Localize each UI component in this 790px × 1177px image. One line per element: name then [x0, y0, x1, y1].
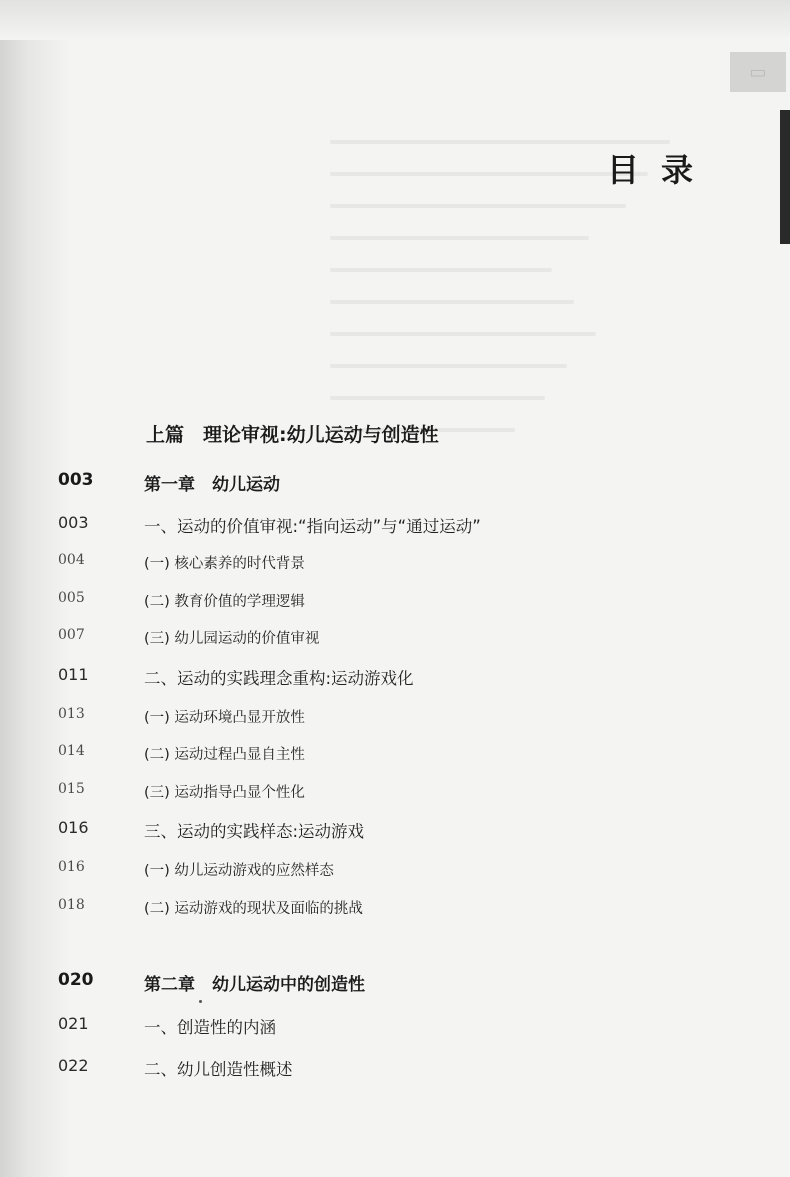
toc-page-number: 013	[58, 706, 85, 722]
toc-page-number: 003	[58, 470, 94, 490]
toc-subsection-title: (三) 幼儿园运动的价值审视	[144, 631, 320, 647]
toc-section-title: 二、运动的实践理念重构:运动游戏化	[144, 669, 414, 688]
toc-entry[interactable]	[0, 550, 790, 580]
toc-entry[interactable]	[0, 1014, 790, 1044]
toc-page-number: 016	[58, 859, 85, 875]
toc-section-title: 一、运动的价值审视:“指向运动”与“通过运动”	[144, 517, 481, 536]
toc-subsection-title: (二) 运动过程凸显自主性	[144, 747, 305, 763]
toc-page-number: 020	[58, 970, 94, 990]
toc-section-title: 三、运动的实践样态:运动游戏	[144, 822, 365, 841]
toc-page-number: 022	[58, 1056, 89, 1075]
toc-page-number: 004	[58, 552, 85, 568]
toc-page-number: 011	[58, 665, 89, 684]
toc-section-title: 一、创造性的内涵	[144, 1018, 276, 1037]
toc-section-title: 二、幼儿创造性概述	[144, 1060, 293, 1079]
part-heading: 上篇 理论审视:幼儿运动与创造性	[146, 424, 439, 446]
toc-entry[interactable]	[0, 665, 790, 695]
toc-entry[interactable]	[0, 513, 790, 543]
toc-subsection-title: (二) 教育价值的学理逻辑	[144, 594, 305, 610]
toc-page-number: 014	[58, 743, 85, 759]
toc-entry[interactable]	[0, 470, 790, 500]
toc-page-number: 005	[58, 590, 85, 606]
toc-entry[interactable]	[0, 818, 790, 848]
toc-subsection-title: (一) 运动环境凸显开放性	[144, 710, 305, 726]
toc-subsection-title: (三) 运动指导凸显个性化	[144, 785, 305, 801]
toc-entry[interactable]	[0, 588, 790, 618]
toc-page-number: 018	[58, 897, 85, 913]
toc-subsection-title: (一) 幼儿运动游戏的应然样态	[144, 863, 334, 879]
page-title: 目录	[607, 151, 716, 189]
toc-entry[interactable]	[0, 857, 790, 887]
toc-entry[interactable]	[0, 895, 790, 925]
toc-chapter-title: 第二章 幼儿运动中的创造性	[144, 975, 365, 995]
toc-entry[interactable]	[0, 625, 790, 655]
toc-page-number: 007	[58, 627, 85, 643]
toc-page-number: 015	[58, 781, 85, 797]
toc-entry[interactable]	[0, 970, 790, 1000]
print-speck	[199, 1000, 202, 1003]
toc-page-number: 016	[58, 818, 89, 837]
toc-entry[interactable]	[0, 741, 790, 771]
show-through-page-badge: ▭	[730, 52, 786, 92]
toc-page-number: 021	[58, 1014, 89, 1033]
toc-subsection-title: (一) 核心素养的时代背景	[144, 556, 305, 572]
toc-chapter-title: 第一章 幼儿运动	[144, 475, 280, 495]
toc-entry[interactable]	[0, 779, 790, 809]
toc-subsection-title: (二) 运动游戏的现状及面临的挑战	[144, 901, 363, 917]
toc-entry[interactable]	[0, 704, 790, 734]
toc-page-number: 003	[58, 513, 89, 532]
toc-entry[interactable]	[0, 1056, 790, 1086]
